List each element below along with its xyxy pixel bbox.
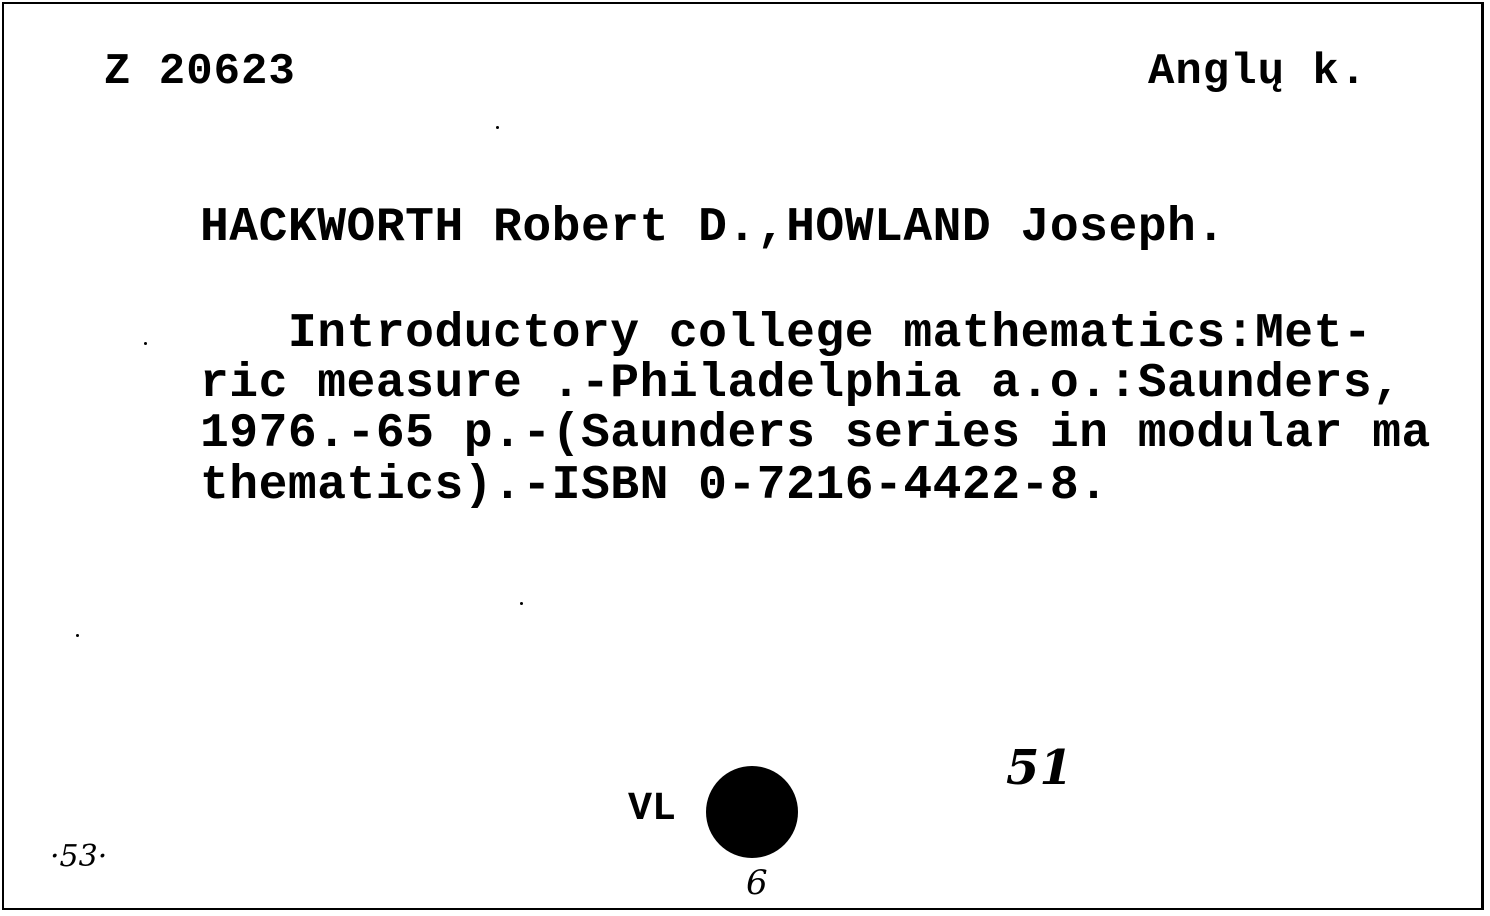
- call-number: Z 20623: [104, 47, 296, 97]
- ink-speck: [144, 342, 147, 345]
- punch-hole-dot: [706, 766, 798, 858]
- stamp-label: VL: [628, 787, 677, 832]
- catalog-card: [2, 2, 1484, 910]
- ink-speck: [496, 126, 499, 129]
- description-line: 1976.-65 p.-(Saunders series in modular ma: [200, 407, 1431, 461]
- description-line: ric measure .-Philadelphia a.o.:Saunders,: [200, 357, 1402, 411]
- description-line: thematics).-ISBN 0-7216-4422-8.: [200, 459, 1109, 513]
- description-line: Introductory college mathematics:Met-: [200, 307, 1373, 361]
- handwritten-mark: 6: [746, 863, 768, 903]
- author-line: HACKWORTH Robert D.,HOWLAND Joseph.: [200, 201, 1226, 255]
- handwritten-number: 51: [1006, 740, 1073, 796]
- language-note: Anglų k.: [1148, 47, 1368, 97]
- handwritten-note: ·53·: [50, 839, 108, 874]
- ink-speck: [520, 602, 523, 605]
- ink-speck: [76, 634, 79, 637]
